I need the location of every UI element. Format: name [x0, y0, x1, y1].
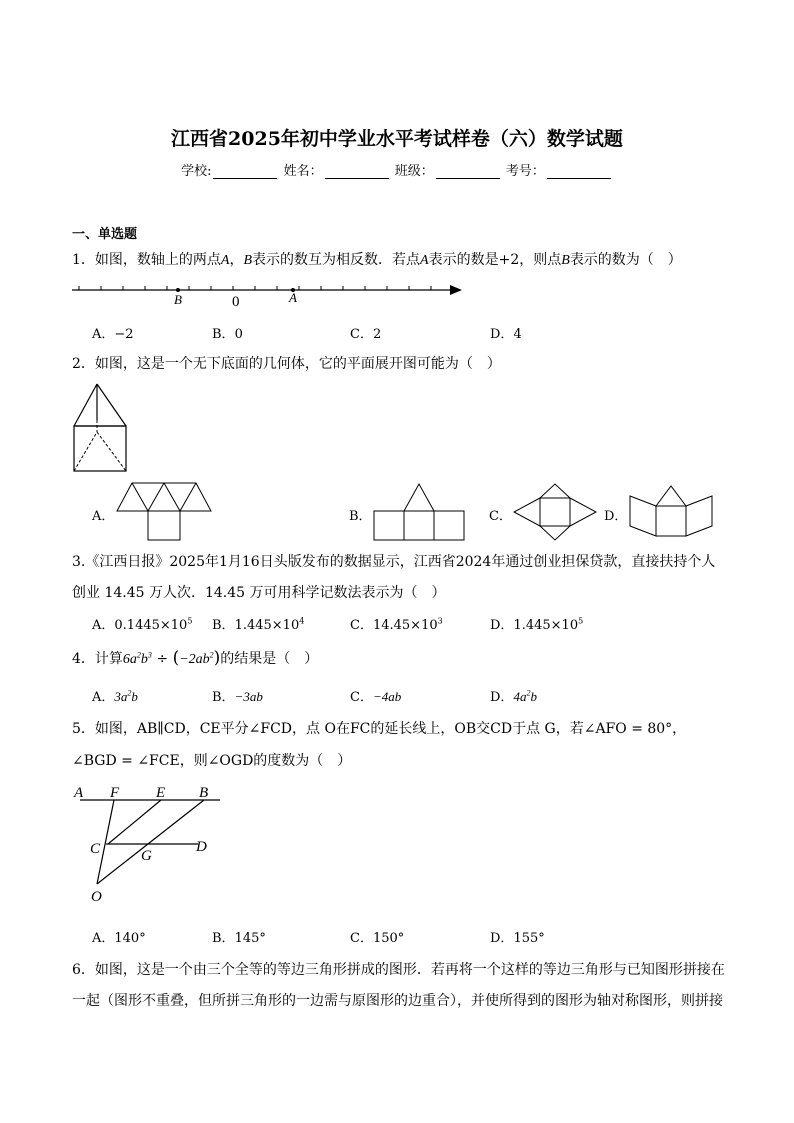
document-title: 江西省2025年初中学业水平考试样卷（六）数学试题	[171, 128, 623, 150]
q1-part: ，	[229, 252, 244, 268]
q1-option-a[interactable]: A．−2	[92, 327, 134, 342]
question-1-text	[72, 249, 682, 269]
q1-option-c[interactable]: C．2	[350, 327, 382, 342]
q1-part: 1．如图，数轴上的两点	[72, 252, 221, 268]
q4-paren: (	[172, 648, 180, 668]
q4-option-b[interactable]: B．−3ab	[212, 689, 263, 705]
section-title: 一、单选题	[72, 227, 138, 242]
q1-option-d[interactable]: D．4	[490, 327, 522, 342]
q1-var-a: A	[220, 253, 230, 268]
net-option-a[interactable]	[116, 482, 212, 542]
name-blank[interactable]	[325, 166, 389, 179]
q1-option-b[interactable]: B．0	[212, 327, 243, 342]
q4-expr2: $-2ab^2$	[179, 650, 214, 667]
question-6-line-2: 一起（图形不重叠，但所拼三角形的一边需与原图形的边重合），并使所得到的图形为轴对称图形，则拼接	[72, 993, 723, 1009]
label-zero: 0	[232, 294, 240, 310]
q2-option-d-label[interactable]: D．	[604, 509, 628, 524]
solid-figure	[70, 380, 130, 476]
q4-part: 的结果是（ ）	[220, 651, 319, 667]
question-5-line-1: 5．如图，AB∥CD，CE平分∠FCD，点 O在FC的延长线上，OB交CD于点 G，若∠AFO = 80°，	[72, 721, 687, 737]
question-3-line-2: 创业 14.45 万人次．14.45 万可用科学记数法表示为（ ）	[72, 585, 446, 601]
net-option-c[interactable]	[512, 482, 598, 542]
label-d: D	[196, 839, 207, 855]
q5-option-c[interactable]: C．150°	[350, 931, 405, 946]
q1-part: 表示的数为（ ）	[569, 252, 682, 268]
q1-var-a: A	[420, 253, 429, 268]
label-a: A	[74, 785, 84, 801]
q3-option-c[interactable]: C．$14.45\times 10^3$	[350, 616, 443, 633]
label-c: C	[90, 841, 101, 857]
question-6-line-1: 6．如图，这是一个由三个全等的等边三角形拼成的图形．若再将一个这样的等边三角形与已知图形拼接在	[72, 962, 725, 978]
q4-option-a[interactable]: A．$3a^2b$	[92, 688, 138, 705]
q3-option-b[interactable]: B．$1.445\times 10^4$	[212, 616, 305, 633]
number-line-figure	[70, 280, 470, 310]
q1-part: 表示的数是	[428, 252, 499, 268]
label-b: B	[199, 785, 209, 801]
q4-option-d[interactable]: D．$4a^2b$	[490, 688, 537, 705]
question-2-text: 2．如图，这是一个无下底面的几何体，它的平面展开图可能为（ ）	[72, 356, 501, 372]
class-blank[interactable]	[436, 166, 500, 179]
q5-option-a[interactable]: A．140°	[92, 931, 146, 946]
question-3-line-1: 3.《江西日报》2025年1月16日头版发布的数据显示，江西省2024年通过创业担保贷款，直接扶持个人	[72, 554, 716, 570]
school-label: 学校:	[181, 164, 212, 179]
q3-option-a[interactable]: A．$0.1445\times 10^5$	[92, 616, 193, 633]
q1-var-b: B	[243, 253, 253, 268]
q1-part: ，则点	[519, 252, 562, 268]
q1-part: 表示的数互为相反数．若点	[252, 252, 421, 268]
q5-option-b[interactable]: B．145°	[212, 931, 266, 946]
school-blank[interactable]	[213, 166, 277, 179]
label-o: O	[91, 889, 102, 905]
q4-paren: )	[213, 648, 221, 668]
label-f: F	[110, 785, 120, 801]
q4-div: ÷	[151, 651, 173, 667]
q1-var-b: B	[561, 253, 570, 268]
net-option-d[interactable]	[628, 482, 714, 542]
class-label: 班级：	[394, 164, 434, 179]
number-label: 考号：	[505, 164, 545, 179]
number-blank[interactable]	[547, 166, 611, 179]
student-info-line	[0, 160, 794, 179]
q2-option-b-label[interactable]: B．	[349, 509, 372, 524]
q4-part: 4．计算	[72, 651, 123, 667]
label-e: E	[156, 785, 166, 801]
net-option-b[interactable]	[373, 482, 465, 542]
q4-option-c[interactable]: C．−4ab	[350, 689, 402, 705]
q2-option-c-label[interactable]: C．	[489, 509, 512, 524]
label-a: A	[289, 290, 297, 305]
label-b: B	[174, 292, 182, 307]
geometry-figure	[70, 780, 230, 910]
q2-option-a-label[interactable]: A．	[92, 509, 115, 524]
name-label: 姓名：	[283, 164, 323, 179]
label-g: G	[141, 848, 152, 864]
q3-option-d[interactable]: D．$1.445\times 10^5$	[490, 616, 584, 633]
q5-option-d[interactable]: D．155°	[490, 931, 545, 946]
q4-expr: $6a^2b^3$	[122, 650, 152, 667]
q1-value: +2	[498, 252, 520, 268]
question-5-line-2: ∠BGD = ∠FCE，则∠OGD的度数为（ ）	[72, 753, 352, 769]
question-4-text	[72, 648, 318, 668]
